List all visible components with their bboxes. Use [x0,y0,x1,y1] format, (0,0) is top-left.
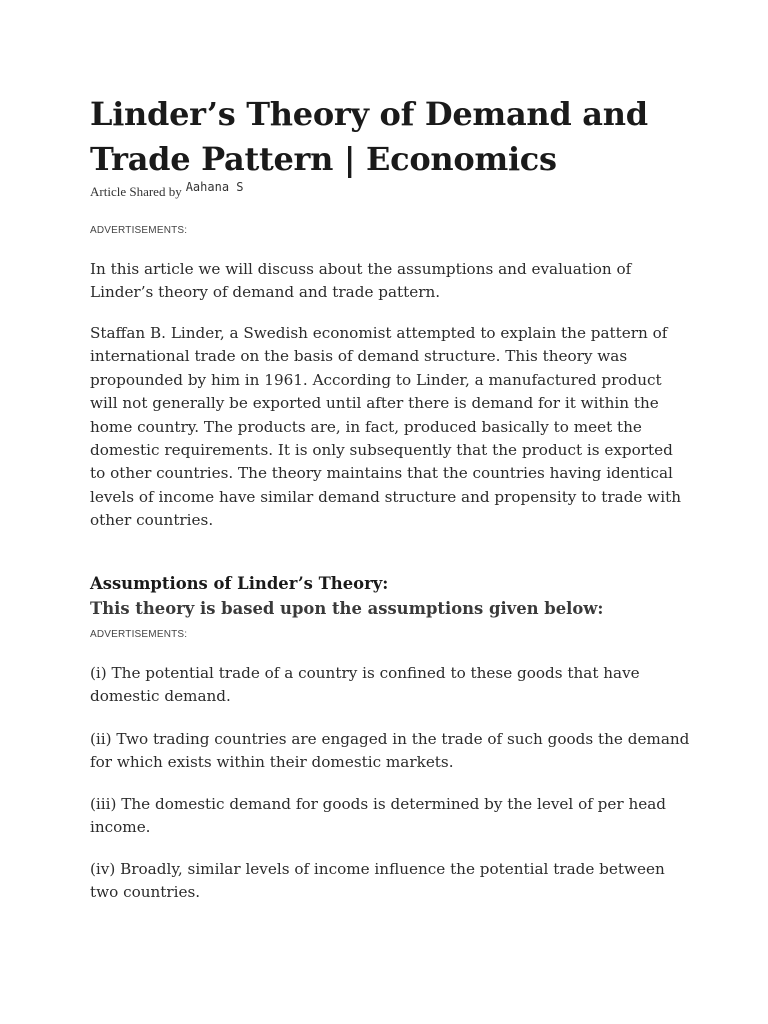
advertisement-label: ADVERTISEMENTS: [90,629,188,640]
assumption-item-4: (iv) Broadly, similar levels of income influence the potential trade between two countries. [90,860,665,902]
author-link[interactable]: Aahana S [185,180,244,194]
advertisement-label: ADVERTISEMENTS: [90,225,188,236]
byline-prefix: Article Shared by [90,184,182,199]
article-title: Linder’s Theory of Demand and Trade Pattern | Economics [90,95,648,178]
assumption-item-3: (iii) The domestic demand for goods is determined by the level of per head income. [90,795,667,837]
assumptions-heading: Assumptions of Linder’s Theory: [90,574,389,593]
intro-paragraph: In this article we will discuss about the assumptions and evaluation of Linder’s theory of demand and trade pattern. [90,260,632,302]
assumption-item-1: (i) The potential trade of a country is confined to these goods that have domestic demand. [90,664,640,706]
body-paragraph: Staffan B. Linder, a Swedish economist attempted to explain the pattern of international trade on the basis of demand structure. This theory was propounded by him in 1961. According to Linder, a manufactured product will not generally be exported until after there is demand for it within the home country. The products are, in fact, produced basically to meet the domestic requirements. It is only subsequently that the product is exported to other countries. The theory maintains that the countries having identical levels of income have similar demand structure and propensity to trade with other countries. [90,324,681,530]
assumptions-subheading: This theory is based upon the assumptions given below: [90,599,604,618]
byline [90,182,244,202]
assumption-item-2: (ii) Two trading countries are engaged in the trade of such goods the demand for which exists within their domestic markets. [90,730,690,772]
